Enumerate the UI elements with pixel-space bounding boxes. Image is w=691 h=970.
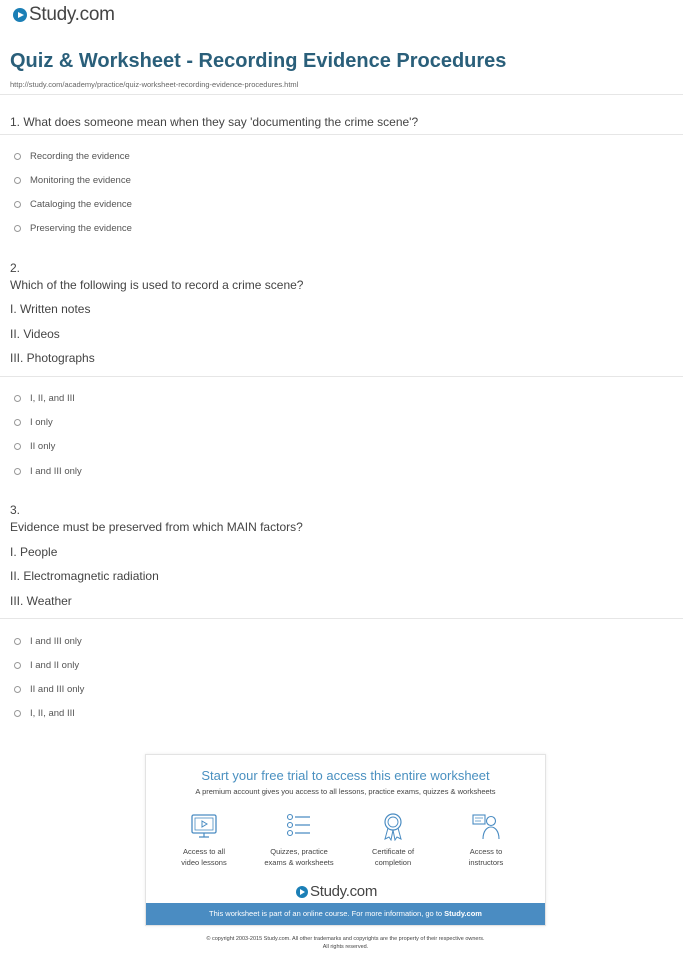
copyright-line: © copyright 2003-2015 Study.com. All other trademarks and copyrights are the property of their respective owners. xyxy=(206,936,485,942)
option-label: II and III only xyxy=(30,684,85,695)
page-title: Quiz & Worksheet - Recording Evidence Procedures xyxy=(10,50,507,72)
feature-quizzes xyxy=(249,811,349,869)
promo-bar-link[interactable]: Study.com xyxy=(444,909,482,918)
question-2-option-a[interactable] xyxy=(14,393,75,404)
radio-icon[interactable] xyxy=(14,686,21,693)
feature-video-lessons xyxy=(154,811,254,869)
option-label: I and II only xyxy=(30,660,80,671)
question-2-option-c[interactable] xyxy=(14,441,55,452)
option-label: Preserving the evidence xyxy=(30,223,132,234)
radio-icon[interactable] xyxy=(14,419,21,426)
question-1-option-c[interactable] xyxy=(14,199,132,210)
feature-label-1: Quizzes, practice xyxy=(270,847,328,856)
radio-icon[interactable] xyxy=(14,468,21,475)
video-lesson-icon xyxy=(189,811,219,841)
page-url[interactable]: http://study.com/academy/practice/quiz-worksheet-recording-evidence-procedures.html xyxy=(10,80,299,89)
feature-label-1: Access to xyxy=(469,847,503,856)
feature-instructors xyxy=(436,811,536,869)
feature-label-1: Access to all xyxy=(182,847,226,856)
question-1-option-d[interactable] xyxy=(14,223,132,234)
radio-icon[interactable] xyxy=(14,662,21,669)
option-label: II only xyxy=(30,441,56,452)
question-2-item: I. Written notes xyxy=(10,302,91,316)
radio-icon[interactable] xyxy=(14,443,21,450)
certificate-icon xyxy=(378,811,408,841)
question-3-number: 3. xyxy=(10,503,21,517)
question-3-item: II. Electromagnetic radiation xyxy=(10,569,159,583)
radio-icon[interactable] xyxy=(14,710,21,717)
radio-icon[interactable] xyxy=(14,177,21,184)
play-icon xyxy=(296,886,308,898)
option-label: I and III only xyxy=(30,636,82,647)
option-label: Monitoring the evidence xyxy=(30,175,131,186)
promo-bar-text: This worksheet is part of an online course. For more information, go to xyxy=(209,909,445,918)
promo-subtitle: A premium account gives you access to all lessons, practice exams, quizzes & worksheets xyxy=(195,787,496,796)
option-label: I, II, and III xyxy=(30,393,75,404)
option-label: I and III only xyxy=(30,466,82,477)
question-3-option-c[interactable] xyxy=(14,684,84,695)
radio-icon[interactable] xyxy=(14,153,21,160)
study-logo-promo[interactable] xyxy=(296,883,377,900)
radio-icon[interactable] xyxy=(14,201,21,208)
question-3-item: III. Weather xyxy=(10,594,72,608)
divider xyxy=(0,376,683,377)
feature-label-1: Certificate of xyxy=(371,847,415,856)
radio-icon[interactable] xyxy=(14,395,21,402)
question-2-item: III. Photographs xyxy=(10,351,95,365)
feature-label-2: video lessons xyxy=(181,857,227,867)
quiz-list-icon xyxy=(284,811,314,841)
question-1-text: 1. What does someone mean when they say 'documenting the crime scene'? xyxy=(10,115,419,129)
option-label: Recording the evidence xyxy=(30,151,130,162)
divider xyxy=(0,94,683,95)
feature-certificate xyxy=(343,811,443,869)
study-logo[interactable] xyxy=(13,4,115,26)
question-2-text: Which of the following is used to record a crime scene? xyxy=(10,278,304,292)
rights-line: All rights reserved. xyxy=(322,943,369,950)
question-3-item: I. People xyxy=(10,545,58,559)
promo-info-bar xyxy=(146,903,545,925)
promo-title[interactable]: Start your free trial to access this entire worksheet xyxy=(201,768,490,783)
copyright-footer xyxy=(0,936,691,951)
radio-icon[interactable] xyxy=(14,225,21,232)
option-label: I, II, and III xyxy=(30,708,75,719)
logo-text: Study.com xyxy=(29,4,115,25)
question-2-item: II. Videos xyxy=(10,327,60,341)
question-1-option-b[interactable] xyxy=(14,175,131,186)
play-icon xyxy=(13,8,27,22)
option-label: I only xyxy=(30,417,53,428)
feature-label-2: completion xyxy=(374,857,412,867)
feature-label-2: instructors xyxy=(468,857,504,867)
question-2-option-d[interactable] xyxy=(14,466,82,477)
question-3-text: Evidence must be preserved from which MAIN factors? xyxy=(10,520,303,534)
instructor-icon xyxy=(471,811,501,841)
free-trial-box xyxy=(145,754,546,926)
option-label: Cataloging the evidence xyxy=(30,199,132,210)
question-2-number: 2. xyxy=(10,261,21,275)
question-1-option-a[interactable] xyxy=(14,151,130,162)
feature-label-2: exams & worksheets xyxy=(264,857,334,867)
logo-text: Study.com xyxy=(310,883,378,900)
question-3-option-b[interactable] xyxy=(14,660,79,671)
divider xyxy=(0,618,683,619)
question-3-option-d[interactable] xyxy=(14,708,75,719)
question-3-option-a[interactable] xyxy=(14,636,82,647)
radio-icon[interactable] xyxy=(14,638,21,645)
divider xyxy=(0,134,683,135)
question-2-option-b[interactable] xyxy=(14,417,53,428)
